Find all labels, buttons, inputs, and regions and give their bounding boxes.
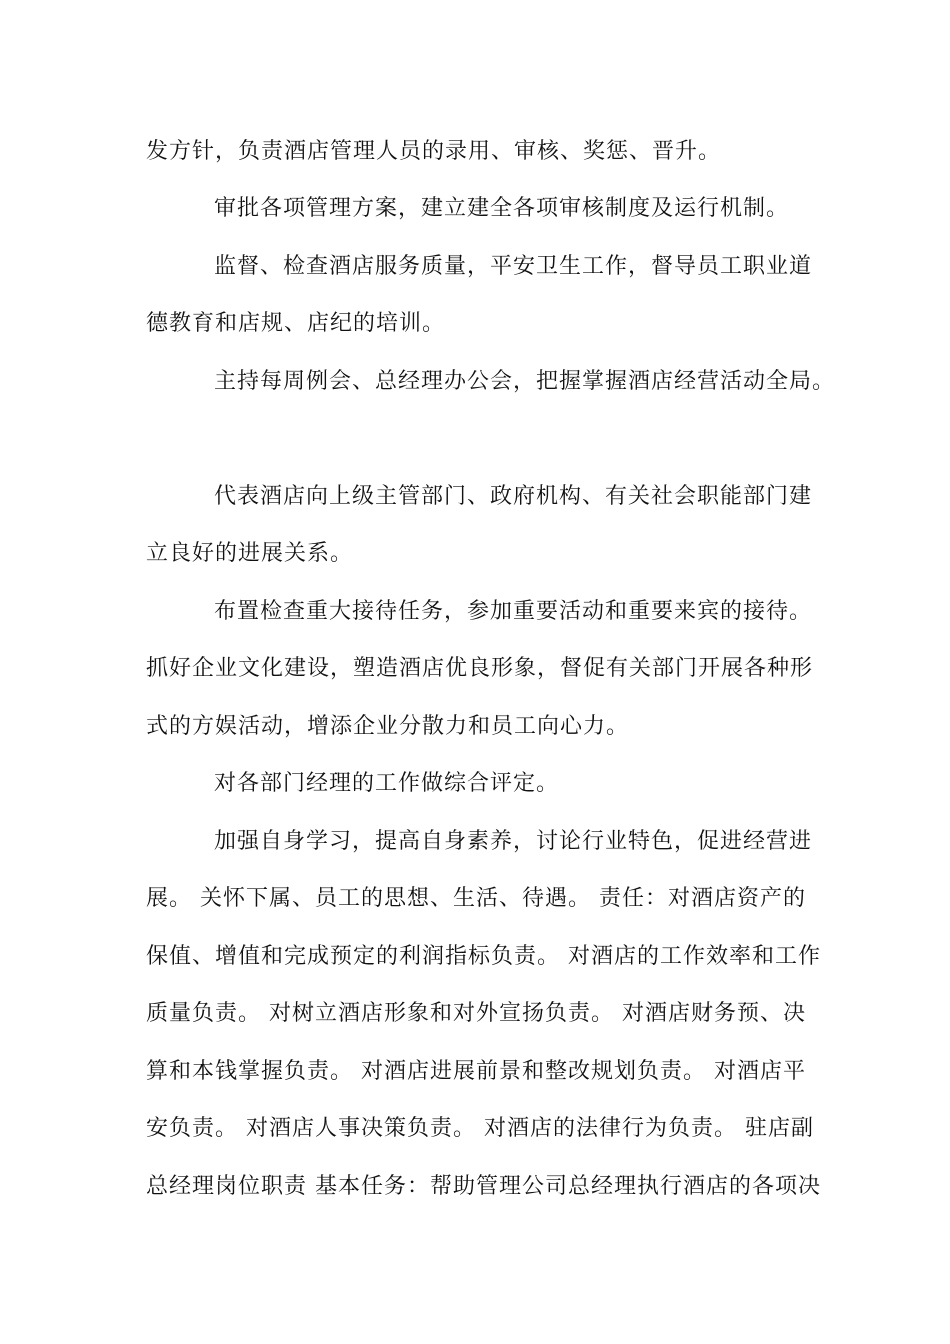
text-line: 发方针，负责酒店管理人员的录用、审核、奖惩、晋升。 <box>146 139 722 164</box>
text-line: 安负责。 对酒店人事决策负责。 对酒店的法律行为负责。 驻店副 <box>146 1116 814 1141</box>
text-line: 保值、增值和完成预定的利润指标负责。 对酒店的工作效率和工作 <box>146 944 821 969</box>
text-line: 布置检查重大接待任务，参加重要活动和重要来宾的接待。 <box>214 599 813 624</box>
text-line: 监督、检查酒店服务质量，平安卫生工作，督导员工职业道 <box>214 254 813 279</box>
text-line: 代表酒店向上级主管部门、政府机构、有关社会职能部门建 <box>214 484 813 509</box>
text-line: 对各部门经理的工作做综合评定。 <box>214 771 560 796</box>
text-line: 抓好企业文化建设，塑造酒店优良形象，督促有关部门开展各种形 <box>146 656 814 681</box>
text-line: 审批各项管理方案，建立建全各项审核制度及运行机制。 <box>214 196 790 221</box>
text-line: 加强自身学习，提高自身素养，讨论行业特色，促进经营进 <box>214 829 813 854</box>
text-line: 式的方娱活动，增添企业分散力和员工向心力。 <box>146 714 630 739</box>
text-line: 质量负责。 对树立酒店形象和对外宣扬负责。 对酒店财务预、决 <box>146 1001 806 1026</box>
text-line: 主持每周例会、总经理办公会，把握掌握酒店经营活动全局。 <box>214 369 836 394</box>
text-line: 算和本钱掌握负责。 对酒店进展前景和整改规划负责。 对酒店平 <box>146 1059 806 1084</box>
text-line: 总经理岗位职责 基本任务：帮助管理公司总经理执行酒店的各项决 <box>146 1174 821 1199</box>
text-line: 展。 关怀下属、员工的思想、生活、待遇。 责任：对酒店资产的 <box>146 886 806 911</box>
text-line: 立良好的进展关系。 <box>146 541 354 566</box>
text-line: 德教育和店规、店纪的培训。 <box>146 311 446 336</box>
